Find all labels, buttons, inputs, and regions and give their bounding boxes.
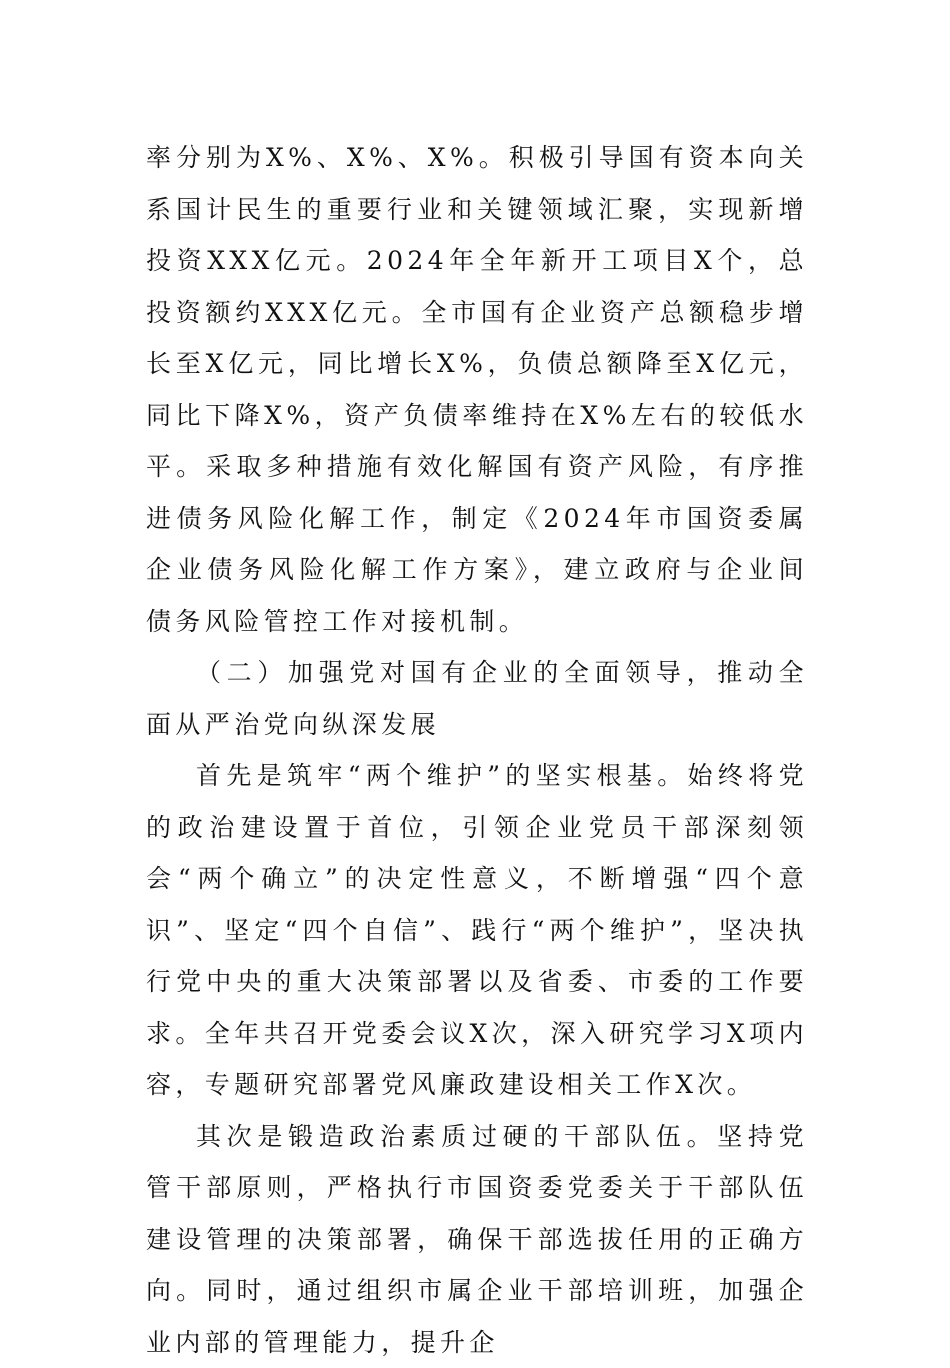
paragraph-cadre-team: 其次是锻造政治素质过硬的干部队伍。坚持党管干部原则，严格执行市国资委党委关于干部队伍建设管理的决策部署，确保干部选拔任用的正确方向。同时，通过组织市属企业干部培训班，加强企业内部的管理能力，提升企 — [146, 1111, 808, 1368]
document-body — [146, 132, 808, 1368]
paragraph-state-assets-summary: 率分别为X%、X%、X%。积极引导国有资本向关系国计民生的重要行业和关键领域汇聚，实现新增投资XXX亿元。2024年全年新开工项目X个，总投资额约XXX亿元。全市国有企业资产总额稳步增长至X亿元，同比增长X%，负债总额降至X亿元，同比下降X%，资产负债率维持在X%左右的较低水平。采取多种措施有效化解国有资产风险，有序推进债务风险化解工作，制定《2024年市国资委属企业债务风险化解工作方案》，建立政府与企业间债务风险管控工作对接机制。 — [146, 132, 808, 647]
paragraph-two-safeguards: 首先是筑牢“两个维护”的坚实根基。始终将党的政治建设置于首位，引领企业党员干部深刻领会“两个确立”的决定性意义，不断增强“四个意识”、坚定“四个自信”、践行“两个维护”，坚决执行党中央的重大决策部署以及省委、市委的工作要求。全年共召开党委会议X次，深入研究学习X项内容，专题研究部署党风廉政建设相关工作X次。 — [146, 750, 808, 1111]
section-heading-party-leadership: （二）加强党对国有企业的全面领导，推动全面从严治党向纵深发展 — [146, 647, 808, 750]
